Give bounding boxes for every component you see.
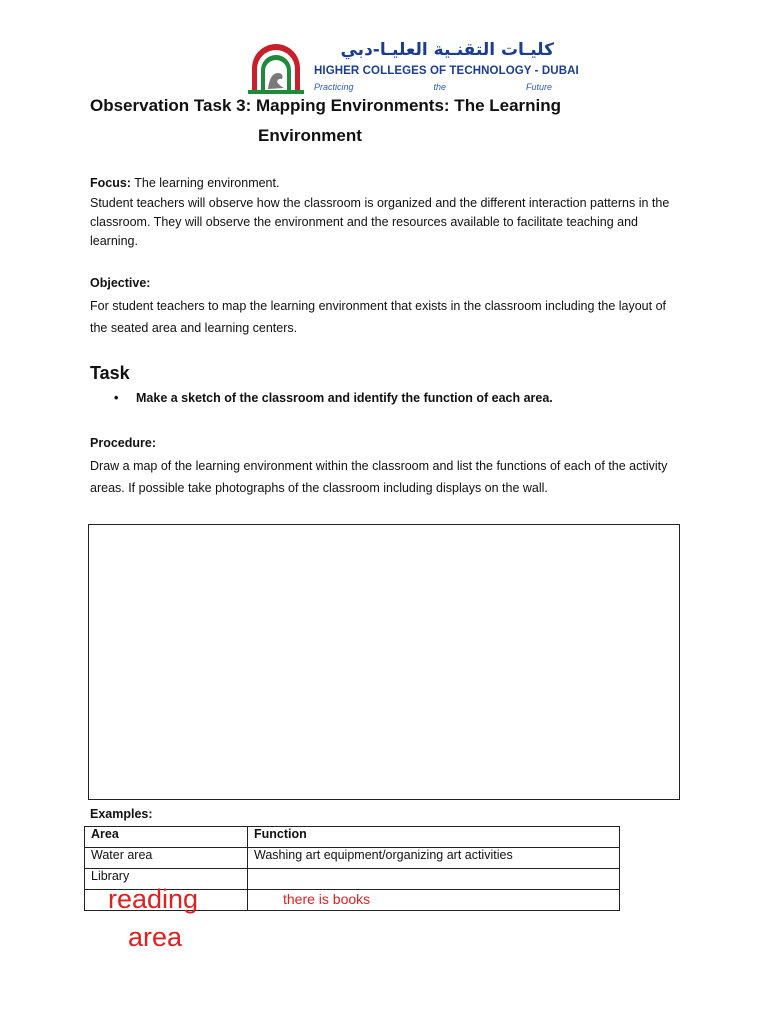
table-cell[interactable] — [248, 869, 620, 890]
tagline-word: Practicing — [314, 82, 354, 92]
table-cell: Water area — [85, 848, 248, 869]
table-header-row — [85, 827, 620, 848]
tagline-word: the — [433, 82, 446, 92]
handwritten-area-line1: reading — [108, 884, 199, 914]
task-bullet-mark: • — [114, 391, 119, 405]
procedure-label: Procedure: — [90, 436, 156, 450]
focus-label: Focus: — [90, 176, 131, 190]
table-header-area: Area — [85, 827, 248, 848]
focus-body: Student teachers will observe how the classroom is organized and the different interaction patterns in the classroom. They will observe the environment and the resources available to facilitate teaching and learning. — [90, 196, 670, 248]
tagline-word: Future — [525, 82, 552, 92]
table-row — [85, 848, 620, 869]
sketch-area-box[interactable] — [88, 524, 680, 800]
hct-emblem-icon — [248, 42, 304, 94]
objective-body: For student teachers to map the learning environment that exists in the classroom including the layout of the seated area and learning centers. — [90, 299, 667, 335]
logo-english-text: HIGHER COLLEGES OF TECHNOLOGY - DUBAI — [314, 65, 579, 77]
page-title-line1: Observation Task 3: Mapping Environments: The Learning — [90, 96, 562, 115]
page-title-line2: Environment — [258, 126, 362, 145]
focus-text: The learning environment. — [130, 176, 280, 190]
table-header-function: Function — [248, 827, 620, 848]
task-heading: Task — [90, 363, 130, 383]
focus-line — [90, 174, 690, 193]
handwritten-area-line2: area — [128, 922, 183, 952]
table-cell: Library — [85, 869, 248, 890]
logo-tagline — [314, 82, 552, 92]
procedure-body: Draw a map of the learning environment within the classroom and list the functions of each of the activity areas. If possible take photographs of the classroom including displays on the wall. — [90, 459, 668, 495]
handwritten-function: there is books — [283, 891, 371, 907]
hct-logo — [248, 40, 579, 98]
task-bullet-text: Make a sketch of the classroom and identify the function of each area. — [136, 391, 553, 405]
examples-label: Examples: — [90, 807, 153, 821]
logo-arabic-text: كليـات التقنـية العليـا-دبي — [340, 40, 554, 60]
objective-label: Objective: — [90, 276, 151, 290]
table-cell: Washing art equipment/organizing art activities — [248, 848, 620, 869]
